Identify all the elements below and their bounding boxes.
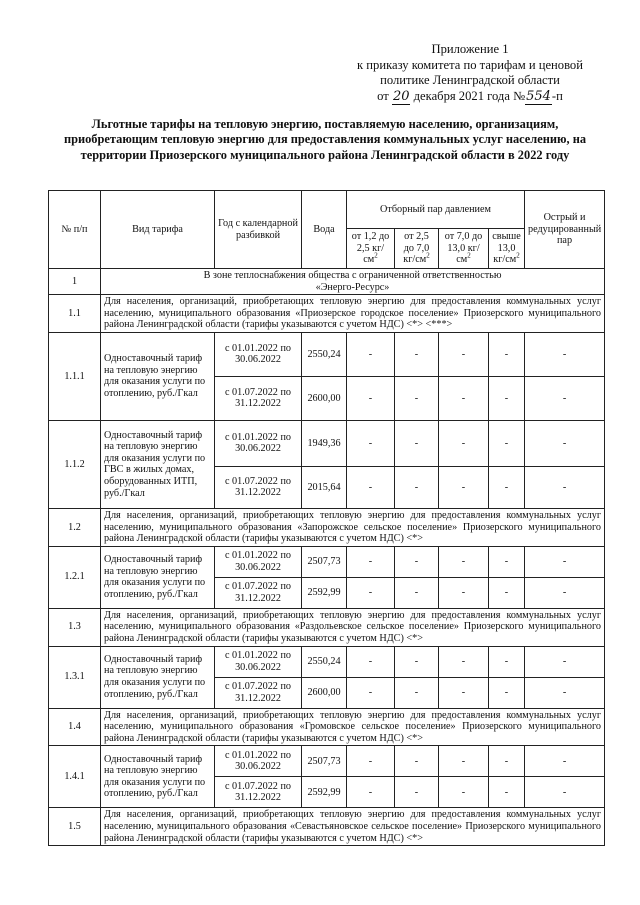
tariff-period: с 01.01.2022 по 30.06.2022 xyxy=(215,646,302,677)
dash-cell: - xyxy=(439,677,489,708)
dash-cell: - xyxy=(395,677,439,708)
dash-cell: - xyxy=(439,420,489,466)
header-pressure-1: от 1,2 до 2,5 $кг/см^2$ xyxy=(347,229,395,269)
water-value: 2507,73 xyxy=(302,546,347,577)
header-steam-group: Отборный пар давлением xyxy=(347,191,525,229)
dash-cell: - xyxy=(489,677,525,708)
dash-cell: - xyxy=(395,777,439,808)
dash-cell: - xyxy=(489,646,525,677)
dash-cell: - xyxy=(439,376,489,420)
header-pressure-2: от 2,5 до 7,0 $кг/см^2$ xyxy=(395,229,439,269)
section-title: В зоне теплоснабжения общества с ограниченной ответственностью «Энерго-Ресурс» xyxy=(101,269,605,295)
dash-cell: - xyxy=(489,546,525,577)
dash-cell: - xyxy=(525,466,605,508)
group-text: Для населения, организаций, приобретающих тепловую энергию для предоставления коммунальных услуг населению, муниципального образования «Приозерское городское поселение» Приозерского муниципального района Ленинградской области (тарифы указываются с учетом НДС) <*> <***> xyxy=(101,295,605,333)
dash-cell: - xyxy=(489,577,525,608)
group-num: 1.2 xyxy=(49,508,101,546)
group-row xyxy=(49,608,605,646)
header-pressure-3: от 7,0 до 13,0 $кг/см^2$ xyxy=(439,229,489,269)
dash-cell: - xyxy=(525,777,605,808)
tariff-type: Одноставочный тариф на тепловую энергию для оказания услуги по отоплению, руб./Гкал xyxy=(101,646,215,708)
dash-cell: - xyxy=(525,420,605,466)
group-text: Для населения, организаций, приобретающих тепловую энергию для предоставления коммунальных услуг населению, муниципального образования «Громовское сельское поселение» Приозерского муниципального района Ленинградской области (тарифы указываются с учетом НДС) <*> xyxy=(101,708,605,746)
handwritten-order-number: 554 xyxy=(526,88,551,104)
dash-cell: - xyxy=(439,777,489,808)
tariff-period: с 01.07.2022 по 31.12.2022 xyxy=(215,466,302,508)
header-water: Вода xyxy=(302,191,347,269)
handwritten-day: 20 xyxy=(392,88,410,104)
dash-cell: - xyxy=(395,332,439,376)
tariff-num: 1.2.1 xyxy=(49,546,101,608)
group-text: Для населения, организаций, приобретающих тепловую энергию для предоставления коммунальных услуг населению, муниципального образования «Раздольевское сельское поселение» Приозерского муниципального района Ленинградской области (тарифы указываются с учетом НДС) <*> xyxy=(101,608,605,646)
tariff-table xyxy=(48,190,605,846)
tariff-type: Одноставочный тариф на тепловую энергию для оказания услуги по ГВС в жилых домах, оборудованных ИТП, руб./Гкал xyxy=(101,420,215,508)
header-num: № п/п xyxy=(49,191,101,269)
dash-cell: - xyxy=(395,546,439,577)
dash-cell: - xyxy=(347,420,395,466)
appendix-block xyxy=(350,42,590,104)
dash-cell: - xyxy=(439,577,489,608)
tariff-period: с 01.01.2022 по 30.06.2022 xyxy=(215,332,302,376)
tariff-period: с 01.07.2022 по 31.12.2022 xyxy=(215,677,302,708)
dash-cell: - xyxy=(525,646,605,677)
dash-cell: - xyxy=(489,420,525,466)
tariff-period: с 01.01.2022 по 30.06.2022 xyxy=(215,546,302,577)
appendix-line3: политике Ленинградской области xyxy=(380,73,560,87)
dash-cell: - xyxy=(347,332,395,376)
dash-cell: - xyxy=(525,746,605,777)
date-prefix: от xyxy=(377,88,389,103)
tariff-num: 1.1.1 xyxy=(49,332,101,420)
tariff-period: с 01.01.2022 по 30.06.2022 xyxy=(215,746,302,777)
dash-cell: - xyxy=(347,546,395,577)
water-value: 2592,99 xyxy=(302,577,347,608)
header-sharp-steam: Острый и редуцированный пар xyxy=(525,191,605,269)
group-text: Для населения, организаций, приобретающих тепловую энергию для предоставления коммунальных услуг населению, муниципального образования «Запорожское сельское поселение» Приозерского муниципального района Ленинградской области (тарифы указываются с учетом НДС) <*> xyxy=(101,508,605,546)
dash-cell: - xyxy=(395,420,439,466)
header-row-1 xyxy=(49,191,605,229)
appendix-line2: к приказу комитета по тарифам и ценовой xyxy=(357,57,583,72)
dash-cell: - xyxy=(395,646,439,677)
tariff-num: 1.1.2 xyxy=(49,420,101,508)
tariff-num: 1.4.1 xyxy=(49,746,101,808)
section-row xyxy=(49,269,605,295)
tariff-row xyxy=(49,746,605,777)
dash-cell: - xyxy=(347,746,395,777)
dash-cell: - xyxy=(525,677,605,708)
dash-cell: - xyxy=(489,746,525,777)
header-type: Вид тарифа xyxy=(101,191,215,269)
dash-cell: - xyxy=(439,746,489,777)
tariff-period: с 01.07.2022 по 31.12.2022 xyxy=(215,777,302,808)
tariff-row xyxy=(49,546,605,577)
dash-cell: - xyxy=(347,577,395,608)
tariff-type: Одноставочный тариф на тепловую энергию для оказания услуги по отоплению, руб./Гкал xyxy=(101,746,215,808)
tariff-type: Одноставочный тариф на тепловую энергию для оказания услуги по отоплению, руб./Гкал xyxy=(101,546,215,608)
tariff-row xyxy=(49,646,605,677)
dash-cell: - xyxy=(347,376,395,420)
appendix-date-line xyxy=(350,89,590,105)
dash-cell: - xyxy=(395,376,439,420)
group-num: 1.1 xyxy=(49,295,101,333)
water-value: 2015,64 xyxy=(302,466,347,508)
tariff-period: с 01.07.2022 по 31.12.2022 xyxy=(215,376,302,420)
document-title: Льготные тарифы на тепловую энергию, поставляемую населению, организациям, приобретающим тепловую энергию для предоставления коммунальных услуг населению, на территории Приозерского муниципального района Ленинградской области в 2022 году xyxy=(63,117,587,162)
section-num: 1 xyxy=(49,269,101,295)
header-pressure-4: свыше 13,0 $кг/см^2$ xyxy=(489,229,525,269)
dash-cell: - xyxy=(525,577,605,608)
group-row xyxy=(49,808,605,846)
tariff-period: с 01.01.2022 по 30.06.2022 xyxy=(215,420,302,466)
dash-cell: - xyxy=(347,777,395,808)
group-row xyxy=(49,508,605,546)
dash-cell: - xyxy=(347,677,395,708)
dash-cell: - xyxy=(395,577,439,608)
group-text: Для населения, организаций, приобретающих тепловую энергию для предоставления коммунальных услуг населению, муниципального образования «Севастьяновское сельское поселение» Приозерского муниципального района Ленинградской области (тарифы указываются с учетом НДС) <*> xyxy=(101,808,605,846)
tariff-period: с 01.07.2022 по 31.12.2022 xyxy=(215,577,302,608)
water-value: 1949,36 xyxy=(302,420,347,466)
appendix-line1: Приложение 1 xyxy=(431,42,509,56)
dash-cell: - xyxy=(489,332,525,376)
date-mid: декабря 2021 года № xyxy=(413,88,526,103)
dash-cell: - xyxy=(489,777,525,808)
water-value: 2592,99 xyxy=(302,777,347,808)
group-row xyxy=(49,708,605,746)
tariff-num: 1.3.1 xyxy=(49,646,101,708)
tariff-row xyxy=(49,420,605,466)
dash-cell: - xyxy=(489,466,525,508)
water-value: 2507,73 xyxy=(302,746,347,777)
dash-cell: - xyxy=(347,646,395,677)
dash-cell: - xyxy=(439,332,489,376)
dash-cell: - xyxy=(439,646,489,677)
group-num: 1.4 xyxy=(49,708,101,746)
dash-cell: - xyxy=(489,376,525,420)
group-num: 1.5 xyxy=(49,808,101,846)
water-value: 2550,24 xyxy=(302,332,347,376)
dash-cell: - xyxy=(525,376,605,420)
tariff-row xyxy=(49,332,605,376)
group-num: 1.3 xyxy=(49,608,101,646)
dash-cell: - xyxy=(525,546,605,577)
dash-cell: - xyxy=(347,466,395,508)
dash-cell: - xyxy=(395,466,439,508)
water-value: 2550,24 xyxy=(302,646,347,677)
tariff-type: Одноставочный тариф на тепловую энергию для оказания услуги по отоплению, руб./Гкал xyxy=(101,332,215,420)
water-value: 2600,00 xyxy=(302,677,347,708)
dash-cell: - xyxy=(525,332,605,376)
header-year: Год с календарной разбивкой xyxy=(215,191,302,269)
order-suffix: -п xyxy=(551,88,563,103)
group-row xyxy=(49,295,605,333)
dash-cell: - xyxy=(439,466,489,508)
water-value: 2600,00 xyxy=(302,376,347,420)
dash-cell: - xyxy=(395,746,439,777)
dash-cell: - xyxy=(439,546,489,577)
